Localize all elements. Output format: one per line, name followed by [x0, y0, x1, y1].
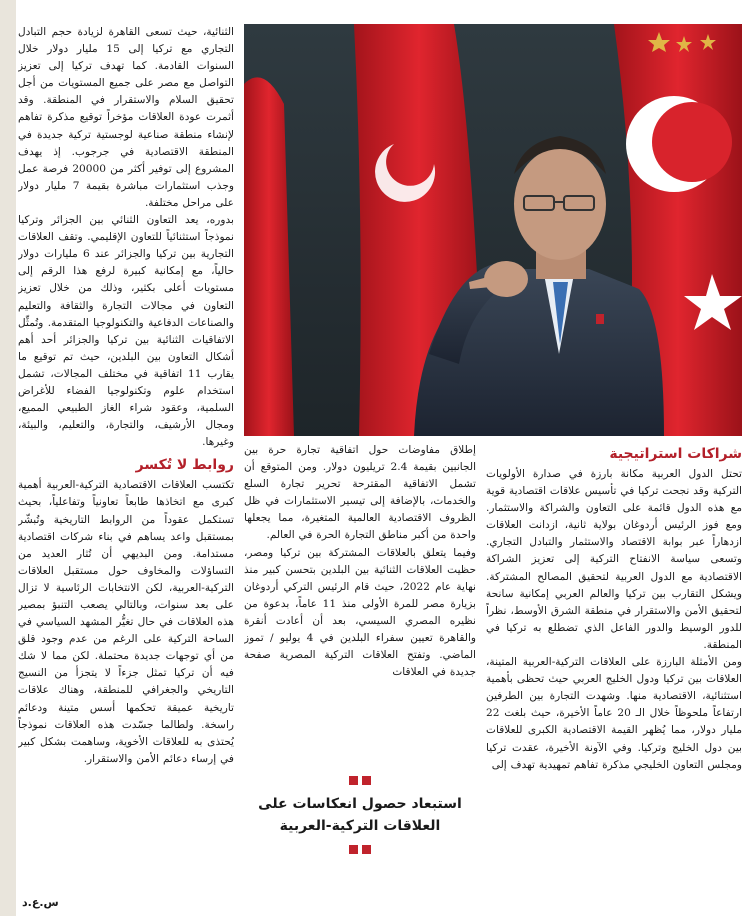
middle-column: [244, 442, 476, 762]
quote-ornament-top: [244, 776, 476, 785]
author-signature: [22, 896, 59, 909]
section-heading-partnerships: شراكات استراتيجية: [609, 446, 742, 462]
right-paragraph-2: ومن الأمثلة البارزة على العلاقات التركية-العربية المتينة، العلاقات بين تركيا ودول الخليج العربي حيث تحظى بأهمية استثنائية، الاقتصادية منها. وشهدت التجارة بين الطرفين ارتفاعاً ملحوظاً خلال الـ 20 عاماً الأخيرة، حيث بلغت 22 مليار دولار، مما يُظهر القيمة الاقتصادية الكبرى للعلاقات بين دول الخليج وتركيا. وفي الآونة الأخيرة، عقدت تركيا ومجلس التعاون الخليجي مذكرة تفاهم تمهيدية تهدف إلى: [486, 656, 742, 771]
pull-quote: [244, 772, 476, 904]
quote-ornament-bottom: [244, 845, 476, 854]
right-paragraph-1: تحتل الدول العربية مكانة بارزة في صدارة الأولويات التركية وقد نجحت تركيا في تأسيس علاقات اقتصادية قوية مع هذه الدول قائمة على التعاون والشراكة والاستثمار. ومع فوز الرئيس أردوغان بولاية ثانية، ازدانت العلاقات ازدهاراً عبر بوابة الاقتصاد والاستثمار والتبادل التجاري. وتسعى سياسة الانفتاح التركية إلى تعزيز الشراكة الاقتصادية مع الدول العربية لتحقيق المصالح المشتركة. ويشكل التقارب بين تركيا والعالم العربي إمكانية سانحة لتحقيق الأمن والاستقرار في منطقة الشرق الأوسط، نظراً للدور الوسيط والدور الفاعل الذي تضطلع به تركيا في المنطقة.: [486, 468, 742, 651]
signature-text: س.ع.د: [22, 896, 59, 909]
section-heading-bonds: روابط لا تُكسر: [135, 457, 234, 474]
left-column: [18, 24, 234, 890]
right-column: [486, 442, 742, 916]
left-paragraph-3: تكتسب العلاقات الاقتصادية التركية-العربية أهمية كبرى مع اتخاذها طابعاً تعاونياً وتفاعلياً، بحيث تستكمل عقوداً من الروابط التاريخية وتُبشّر بمستقبل واعد يساهم في بناء شركات اقتصادية مستدامة. ومن البديهي أن تُثار العديد من التساؤلات والمخاوف حول مستقبل العلاقات التركية-العربية، لكن الانتخابات الرئاسية لا تزال على بعد سنوات، وبالتالي يصعب التنبؤ بمصير هذه العلاقات في حال تغيُّر المشهد السياسي في الساحة التركية على الرغم من عدم وجود قلق من أي توجهات جديدة محتملة. لكن مما لا شك فيه أن تركيا تمثل جزءاً لا يتجزأ من النسيج التاريخي والجغرافي للمنطقة، وهناك علاقات تاريخية عميقة تحكمها أسس متينة ودعائم راسخة. ولطالما جسّدت هذه العلاقات نموذجاً يُحتذى به للعلاقات الأخوية، وساهمت بشكل كبير في إرساء دعائم الأمن والاستقرار.: [18, 479, 234, 765]
left-paragraph-1: الثنائية، حيث تسعى القاهرة لزيادة حجم التبادل التجاري مع تركيا إلى 15 مليار دولار خلال السنوات القادمة. كما تهدف تركيا إلى تعزيز التواصل مع مصر على جميع المستويات من أجل تحقيق السلام والاستقرار في المنطقة. وقد أثمرت عودة العلاقات مؤخراً توقيع مذكرة تفاهم لإنشاء منطقة صناعية لوجستية تركية جديدة في المنطقة الاقتصادية في جرجوب. إذ يهدف المشروع إلى توفير أكثر من 20000 فرصة عمل وجذب استثمارات مباشرة بقيمة 7 مليار دولار على مراحل مختلفة.: [18, 26, 234, 209]
middle-paragraph-2: وفيما يتعلق بالعلاقات المشتركة بين تركيا ومصر، حظيت العلاقات الثنائية بين البلدين بتحسن كبير منذ نهاية عام 2022، حيث قام الرئيس التركي أردوغان بزيارة مصر للمرة الأولى منذ 11 عاماً، بدعوة من نظيره المصري السيسي، بعد أن أعادت أنقرة والقاهرة تعيين سفراء البلدين في 4 يوليو / تموز الماضي. وتفتح العلاقات التركية المصرية صفحة جديدة في العلاقات: [244, 546, 476, 679]
left-paragraph-2: بدوره، يعد التعاون الثنائي بين الجزائر وتركيا نموذجاً استثنائياً للتعاون الإقليمي. وتقف العلاقات التجارية بين تركيا والجزائر عند 6 مليارات دولار حالياً، مع إمكانية كبيرة لرفع هذا الرقم إلى مستويات أعلى بكثير، وذلك من خلال تعزيز التعاون في مجالات التجارة والثقافة والتعليم والصناعات الدفاعية والتكنولوجيا المتقدمة. وتُمثِّل الاتفاقيات الثنائية بين تركيا والجزائر أحد أهم أشكال التعاون بين البلدين، حيث تم توقيع ما يقارب 11 اتفاقية في مختلف المجالات، تشمل استخدام علوم وتكنولوجيا الفضاء للأغراض السلمية، وعقود شراء الغاز الطبيعي المميع، ومجال الأرشيف، والتجارة، والتعليم، والبيئة، وغيرها.: [18, 214, 234, 449]
middle-paragraph-1: إطلاق مفاوضات حول اتفاقية تجارة حرة بين الجانبين بقيمة 2.4 تريليون دولار. ومن المتوقع أن تشمل الاتفاقية المقترحة تحرير تجارة السلع والخدمات، بالإضافة إلى تيسير الاستثمارات في ظل الظروف الاقتصادية العالمية المتغيرة، مما يجعلها واحدة من أكبر مناطق التجارة الحرة في العالم.: [244, 444, 476, 542]
page-edge: [0, 0, 16, 916]
pull-quote-text: استبعاد حصول انعكاسات على العلاقات التركية-العربية: [258, 796, 462, 834]
article-photo: [244, 24, 742, 436]
